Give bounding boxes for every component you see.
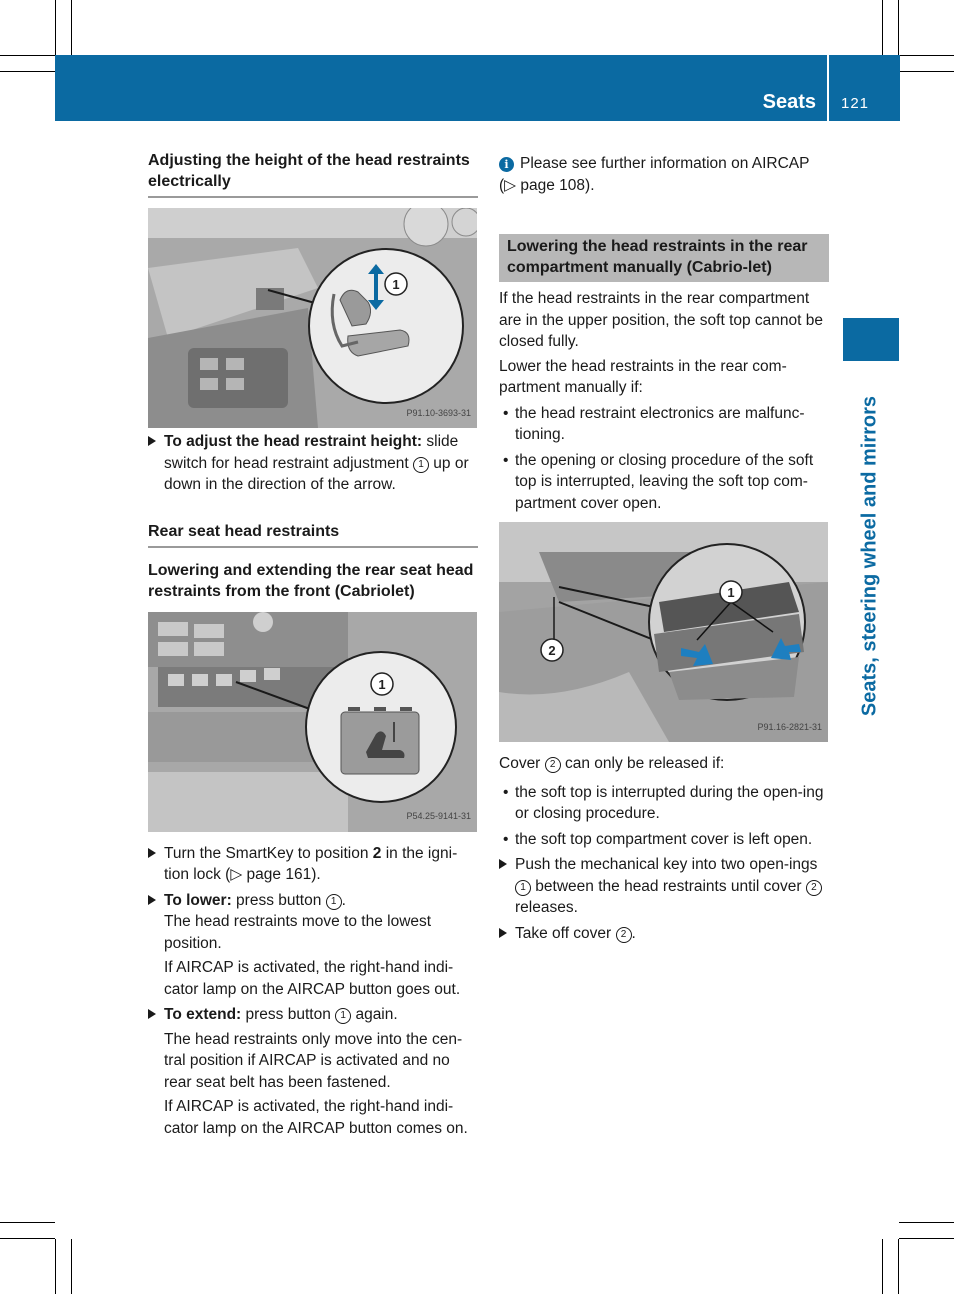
step-arrow-icon — [148, 436, 156, 446]
step-text: in the igni-tion lock (▷ page 161). — [164, 844, 458, 883]
info-note — [499, 153, 829, 196]
crop-mark — [71, 0, 72, 55]
page-number: 121 — [841, 95, 870, 112]
step-text: press button — [231, 891, 326, 909]
step-text: releases. — [515, 899, 578, 916]
step-arrow-icon — [499, 928, 507, 938]
figure-rear-compartment-cover — [499, 522, 828, 742]
crop-mark — [898, 0, 899, 55]
paragraph: If the head restraints in the rear compartment are in the upper position, the soft top cannot be closed fully. — [499, 290, 824, 350]
callout-number: 2 — [545, 757, 561, 773]
figure-code: P54.25-9141-31 — [406, 811, 471, 821]
list-item — [499, 403, 829, 446]
step-arrow-icon — [148, 848, 156, 858]
instruction-step — [499, 923, 829, 945]
callout-number: 1 — [413, 457, 429, 473]
section-heading: Adjusting the height of the head restraints electrically — [148, 150, 478, 198]
page-header — [55, 55, 900, 121]
callout-number: 2 — [806, 880, 822, 896]
boxed-heading: Lowering the head restraints in the rear compartment manually (Cabrio-let) — [499, 234, 829, 282]
step-text: Turn the SmartKey to position — [164, 844, 373, 862]
step-label: To adjust the head restraint height: — [164, 433, 423, 450]
info-icon: i — [499, 157, 514, 172]
header-divider — [827, 55, 829, 121]
step-label: 2 — [372, 844, 382, 862]
paragraph-text: can only be released if: — [560, 755, 725, 772]
crop-mark — [882, 1239, 883, 1294]
step-text: between the head restraints until cover — [531, 877, 806, 895]
list-item-text: the opening or closing procedure of the soft top is interrupted, leaving the soft top com-partment cover open. — [515, 451, 814, 512]
crop-mark — [899, 1222, 954, 1223]
callout-number: 2 — [616, 927, 632, 943]
crop-mark — [0, 1222, 55, 1223]
instruction-step — [148, 843, 478, 886]
figure-callout: 1 — [727, 585, 735, 600]
list-item — [499, 829, 829, 851]
section-heading: Rear seat head restraints — [148, 521, 478, 548]
crop-mark — [0, 71, 55, 72]
callout-number: 1 — [326, 894, 342, 910]
bullet-dot: • — [503, 404, 509, 422]
step-text: . — [631, 924, 636, 942]
figure-code: P91.16-2821-31 — [757, 721, 822, 732]
crop-mark — [55, 1239, 56, 1294]
crop-mark — [0, 55, 55, 56]
callout-number: 1 — [335, 1008, 351, 1024]
center-console-illustration — [148, 612, 477, 832]
instruction-step — [148, 1004, 478, 1026]
sub-heading: Lowering and extending the rear seat head restraints from the front (Cabriolet) — [148, 561, 474, 600]
step-text: up or down in the direction of the arrow. — [164, 454, 469, 493]
step-text: press button — [241, 1006, 336, 1023]
chapter-tab — [843, 318, 899, 361]
crop-mark — [898, 1239, 899, 1294]
crop-mark — [899, 71, 954, 72]
step-label: To extend: — [164, 1006, 242, 1023]
list-item-text: the head restraint electronics are malfunc-tioning. — [515, 404, 805, 443]
right-column — [499, 153, 829, 944]
list-item-text: the soft top compartment cover is left open. — [515, 830, 813, 848]
crop-mark — [55, 0, 56, 55]
list-item-text: the soft top is interrupted during the open-ing or closing procedure. — [515, 783, 824, 822]
step-note: If AIRCAP is activated, the right-hand indi-cator lamp on the AIRCAP button comes on. — [164, 1098, 468, 1137]
section-title: Seats — [762, 91, 816, 113]
bullet-dot: • — [503, 783, 509, 801]
list-item — [499, 450, 829, 515]
step-result: The head restraints only move into the cen-tral position if AIRCAP is activated and no rear seat belt has been fastened. — [164, 1030, 463, 1091]
figure-callout: 2 — [548, 643, 556, 658]
figure-code: P91.10-3693-31 — [406, 407, 471, 418]
paragraph: Lower the head restraints in the rear com-partment manually if: — [499, 357, 787, 396]
step-note: If AIRCAP is activated, the right-hand indi-cator lamp on the AIRCAP button goes out. — [164, 959, 461, 998]
step-text: again. — [351, 1006, 398, 1023]
step-text: Take off cover — [515, 924, 616, 942]
step-text: slide switch for head restraint adjustment — [164, 433, 459, 472]
info-text: Please see further information on AIRCAP (▷ page 108). — [499, 155, 810, 194]
rear-compartment-illustration — [499, 522, 828, 742]
chapter-title: Seats, steering wheel and mirrors — [858, 395, 881, 717]
step-text: Push the mechanical key into two open-ings — [515, 856, 818, 873]
crop-mark — [71, 1239, 72, 1294]
paragraph — [499, 753, 829, 775]
step-arrow-icon — [499, 859, 507, 869]
crop-mark — [899, 55, 954, 56]
figure-callout: 1 — [378, 676, 386, 692]
step-arrow-icon — [148, 895, 156, 905]
crop-mark — [899, 1238, 954, 1239]
bullet-dot: • — [503, 451, 509, 469]
step-arrow-icon — [148, 1009, 156, 1019]
door-panel-illustration — [148, 208, 477, 428]
crop-mark — [882, 0, 883, 55]
figure-rear-headrest-button — [148, 612, 477, 832]
callout-number: 1 — [515, 880, 531, 896]
crop-mark — [0, 1238, 55, 1239]
paragraph-text: Cover — [499, 755, 545, 772]
step-text: . — [341, 891, 346, 909]
figure-callout: 1 — [392, 277, 400, 292]
instruction-step — [148, 431, 478, 496]
instruction-step — [499, 854, 829, 919]
list-item — [499, 782, 829, 825]
bullet-dot: • — [503, 830, 509, 848]
figure-head-restraint-switch — [148, 208, 477, 428]
step-result: The head restraints move to the lowest position. — [164, 913, 432, 952]
left-column — [148, 150, 478, 1139]
step-label: To lower: — [164, 891, 232, 909]
instruction-step — [148, 890, 478, 955]
